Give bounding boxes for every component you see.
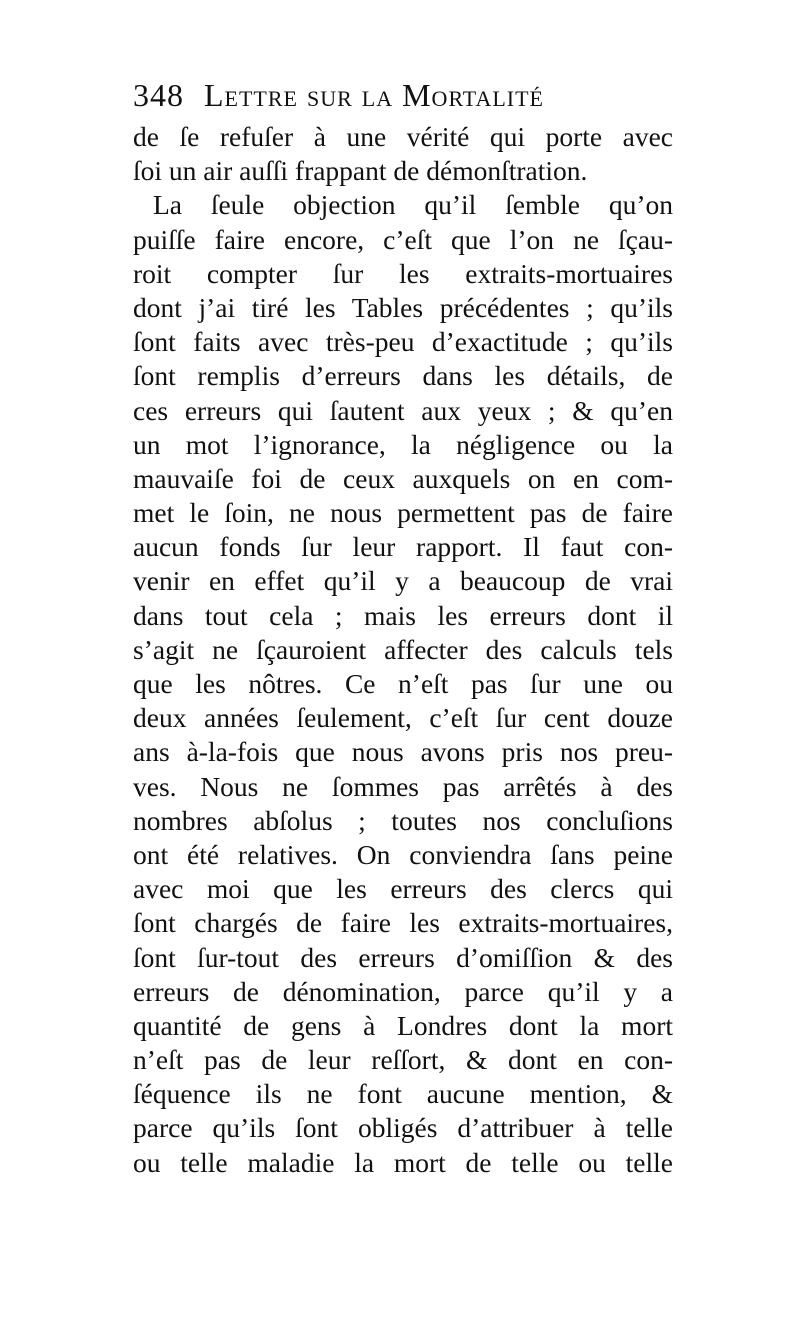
- text-line: puiſſe faire encore, c’eſt que l’on ne ſçau-: [133, 223, 673, 255]
- text-line: avec moi que les erreurs des clercs qui: [133, 873, 673, 905]
- text-line: ou telle maladie la mort de telle ou telle: [133, 1146, 673, 1178]
- text-line: ſont faits avec très-peu d’exactitude ; qu’ils: [133, 326, 673, 358]
- text-line: ſéquence ils ne font aucune mention, &: [133, 1078, 673, 1110]
- text-line: erreurs de dénomination, parce qu’il y a: [133, 975, 673, 1007]
- text-line: nombres abſolus ; toutes nos concluſions: [133, 804, 673, 836]
- text-line: dont j’ai tiré les Tables précédentes ; qu’ils: [133, 291, 673, 323]
- text-line: n’eſt pas de leur reſſort, & dont en con-: [133, 1044, 673, 1076]
- text-line: parce qu’ils ſont obligés d’attribuer à telle: [133, 1112, 673, 1144]
- running-header: [133, 70, 673, 120]
- running-title: Lettre sur la Mortalité: [204, 77, 544, 113]
- text-line: ves. Nous ne ſommes pas arrêtés à des: [133, 770, 673, 802]
- text-line: quantité de gens à Londres dont la mort: [133, 1009, 673, 1041]
- body-text: [133, 120, 673, 1180]
- text-line: roit compter ſur les extraits-mortuaires: [133, 257, 673, 289]
- text-line: met le ſoin, ne nous permettent pas de faire: [133, 497, 673, 529]
- text-line: s’agit ne ſçauroient affecter des calculs tels: [133, 633, 673, 665]
- text-line: ont été relatives. On conviendra ſans peine: [133, 838, 673, 870]
- text-line: ſont ſur-tout des erreurs d’omiſſion & des: [133, 941, 673, 973]
- text-line: un mot l’ignorance, la négligence ou la: [133, 428, 673, 460]
- text-line: venir en effet qu’il y a beaucoup de vrai: [133, 565, 673, 597]
- page-number: 348: [133, 77, 184, 113]
- text-line: aucun fonds ſur leur rapport. Il faut con-: [133, 531, 673, 563]
- text-line: ſont remplis d’erreurs dans les détails, de: [133, 360, 673, 392]
- text-line: dans tout cela ; mais les erreurs dont il: [133, 599, 673, 631]
- text-line: que les nôtres. Ce n’eſt pas ſur une ou: [133, 668, 673, 699]
- text-line: La ſeule objection qu’il ſemble qu’on: [153, 189, 673, 221]
- text-line: ſont chargés de faire les extraits-mortuaires,: [133, 907, 673, 939]
- text-line: ſoi un air auſſi frappant de démonſtration.: [133, 155, 588, 187]
- text-line: mauvaiſe foi de ceux auxquels on en com-: [133, 462, 673, 494]
- text-line: de ſe refuſer à une vérité qui porte avec: [133, 121, 673, 152]
- text-line: ces erreurs qui ſautent aux yeux ; & qu’en: [133, 394, 673, 426]
- text-line: deux années ſeulement, c’eſt ſur cent douze: [133, 702, 673, 734]
- text-line: ans à-la-fois que nous avons pris nos preu-: [133, 736, 673, 768]
